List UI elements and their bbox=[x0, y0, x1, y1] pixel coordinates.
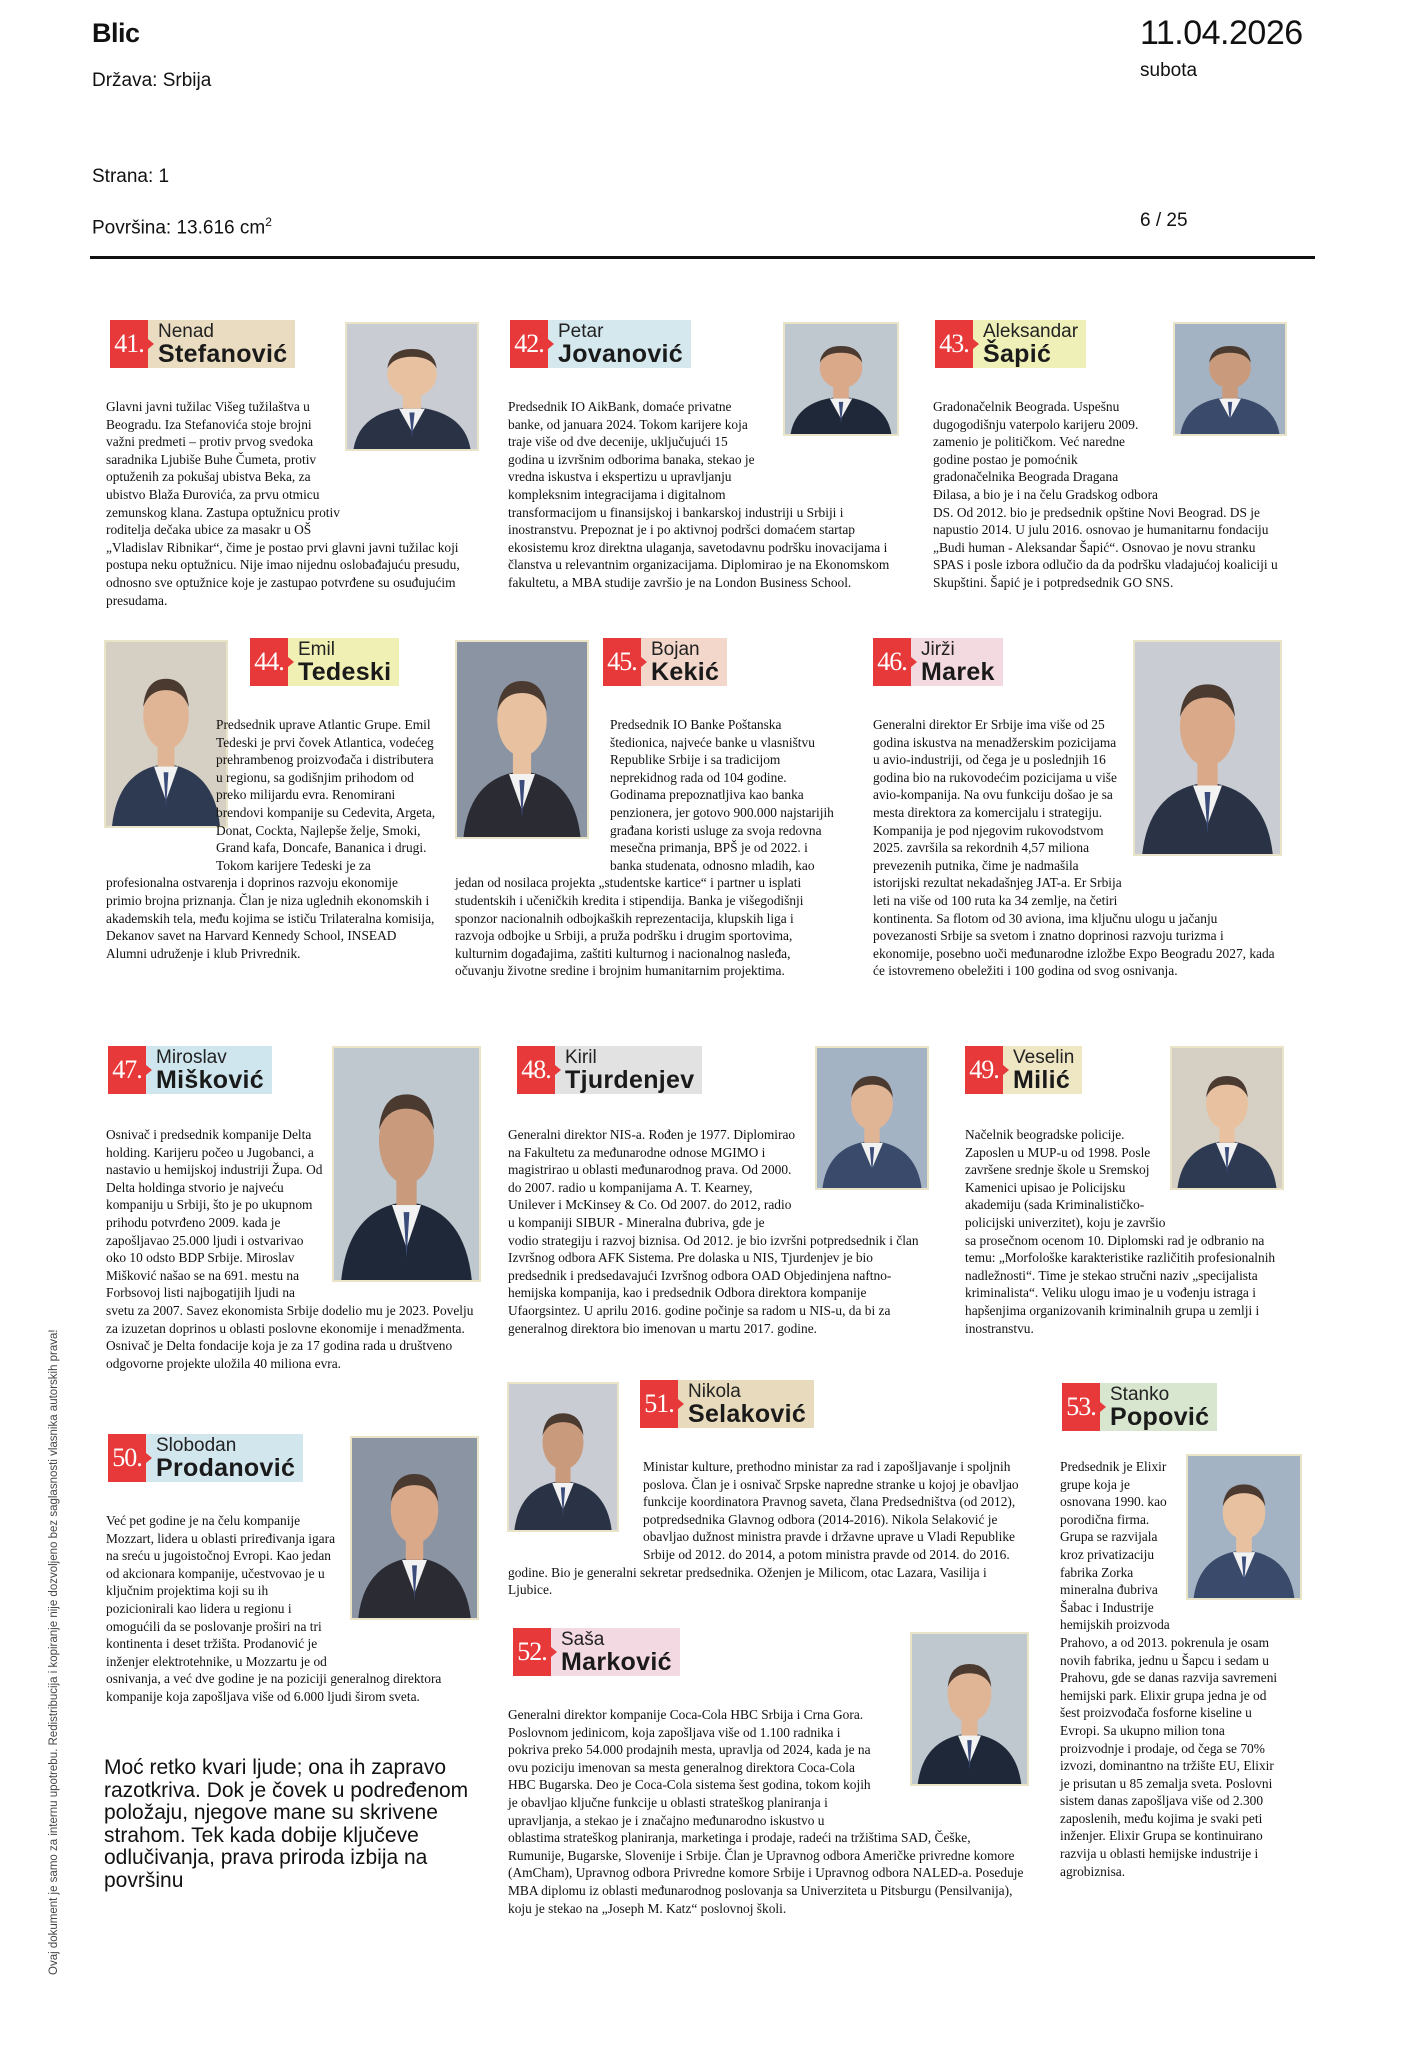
first-name: Miroslav bbox=[156, 1046, 227, 1068]
biography-text: Gradonačelnik Beograda. Uspešnu dugogodišnju vaterpolo karijeru 2009. zamenio je političkom. Već naredne godine postao je pomoćnik gradonačelnika Beograda Dragana Đilasa, a bio je i na čelu Gradskog odbora DS. Od 2012. bio je predsednik opštine Novi Beograd. DS je napustio 2014. U julu 2016. osnovao je humanitarnu fondaciju „Budi human - Aleksandar Šapić“. Osnovao je novu stranku SPAS i posle izbora odlučio da da podršku vladajućoj koaliciji u Skupštini. Šapić je i potpredsednik GO SNS. bbox=[933, 399, 1278, 590]
first-name: Nenad bbox=[158, 320, 214, 342]
wrap-spacer bbox=[106, 716, 216, 857]
last-name: Milić bbox=[1013, 1065, 1071, 1094]
last-name: Marković bbox=[561, 1647, 672, 1676]
area bbox=[92, 215, 272, 239]
first-name: Jirži bbox=[921, 638, 955, 660]
rank-badge: 53. bbox=[1062, 1383, 1100, 1431]
biography-text: Predsednik je Elixir grupe koja je osnovana 1990. kao porodična firma. Grupa se razvijala kroz privatizaciju fabrika Zorka mineralna đubriva Šabac i Industrije hemijskih proizvoda Prahovo, a od 2013. pokrenula je osam novih fabrika, jednu u Šapcu i sedam u Prahovu, gde se danas razvija savremeni hemijski park. Elixir grupa jedna je od šest proizvođača fosforne kiseline u Evropi. Sa ukupno milion tona proizvodnje i prodaje, od čega se 70% izvozi, dominantno na tržište EU, Elixir je prisutan u 85 zemalja sveta. Poslovni sistem danas zapošljava više od 2.300 zaposlenih, među kojima je svaki peti inženjer. Elixir Grupa se kontinuirano razvija u oblasti hemijske industrije i agrobiznisa. bbox=[1060, 1459, 1278, 1879]
pull-quote: Moć retko kvari ljude; ona ih zapravo razotkriva. Dok je čovek u podređenom položaju, njegove mane su skrivene strahom. Tek kada dobije ključeve odlučivanja, prava priroda izbija na površinu bbox=[104, 1756, 469, 1892]
biography bbox=[873, 716, 1283, 980]
person-name bbox=[973, 320, 1086, 368]
wrap-spacer bbox=[878, 1706, 1028, 1812]
wrap-spacer bbox=[1123, 716, 1283, 892]
name-label bbox=[603, 638, 727, 686]
name-label bbox=[935, 320, 1086, 368]
biography bbox=[508, 398, 893, 592]
name-label bbox=[513, 1628, 680, 1676]
person-name bbox=[548, 320, 691, 368]
biography-text: Predsednik IO AikBank, domaće privatne banke, od januara 2024. Tokom karijere koja traje više od dve decenije, uključujući 15 godina u izvršnim odborima banaka, stekao je vredna iskustva i ekspertizu u upravljanju kompleksnim integracijama i digitalnom transformacijom u finansijskoj i bankarskoj industriji u Srbiji i inostranstvu. Prepoznat je i po aktivnoj podršci domaćem startap ekosistemu kroz direktna ulaganja, savetodavnu podršku inovacijama i članstva u relevantnim organizacijama. Diplomirao je na Ekonomskom fakultetu, a MBA studije završio je na London Business School. bbox=[508, 399, 890, 590]
biography bbox=[455, 716, 835, 980]
name-label bbox=[108, 1046, 272, 1094]
rank-badge: 45. bbox=[603, 638, 641, 686]
biography-text: Ministar kulture, prethodno ministar za rad i zapošljavanje i spoljnih poslova. Član je i osnivač Srpske napredne stranke u kojoj je obavljao funkcije koordinatora Pravnog saveta, člana Predsedništva (od 2012), potpredsednika Glavnog odbora (2014-2016). Nikola Selaković je obavljao dužnost ministra pravde i državne uprave u Vladi Republike Srbije od 2012. do 2014, a potom ministra pravde od 2014. do 2016. godine. Bio je generalni sekretar predsednika. Oženjen je Milicom, otac Lazara, Vasilija i Ljubice. bbox=[508, 1459, 1019, 1598]
name-label bbox=[108, 1434, 303, 1482]
name-label bbox=[965, 1046, 1082, 1094]
last-name: Prodanović bbox=[156, 1453, 296, 1482]
rank-badge: 49. bbox=[965, 1046, 1003, 1094]
last-name: Stefanović bbox=[158, 339, 288, 368]
person-name bbox=[911, 638, 1003, 686]
person-name bbox=[555, 1046, 702, 1094]
area-label: Površina: 13.616 cm bbox=[92, 217, 266, 239]
biography bbox=[1060, 1458, 1285, 1880]
biography-text: Generalni direktor kompanije Coca-Cola HBC Srbija i Crna Gora. Poslovnom jedinicom, koja zapošljava više od 1.100 radnika i pokriva preko 54.000 prodajnih mesta, upravlja od 2024, kada je na ovu poziciju imenovan sa mesta generalnog direktora Coca-Cola HBC Bugarska. Deo je Coca-Cola sistema šest godina, tokom kojih je obavljao ključne funkcije u oblasti strateškog planiranja i upravljanja, a stekao je i značajno međunarodno iskustvo u oblastima strateškog planiranja, marketinga i prodaje, radeći na tržištima SAD, Češke, Rumunije, Bugarske, Slovenije i Srbije. Član je Upravnog odbora Američke privredne komore (AmCham), Upravnog odbora Privredne komore Srbije i Upravnog odbora NALED-a. Poseduje MBA diplomu iz oblasti međunarodnog poslovanja sa Univerziteta u Pitsburgu (Pensilvanija), koju je stekao na „Joseph M. Katz“ poslovnoj školi. bbox=[508, 1707, 1024, 1916]
last-name: Tedeski bbox=[298, 657, 392, 686]
biography-text: Već pet godine je na čelu kompanije Mozzart, lidera u oblasti priređivanja igara na sreću u jugoistočnoj Evropi. Kao jedan od akcionara kompanije, učestvovao je u ključnim projektima koji su ih pozicionirali kao lidera u regionu i omogućili da se poslovanje proširi na tri kontinenta i deset tržišta. Prodanović je inženjer elektrotehnike, u Mozzartu je od osnivanja, a već dve godine je na poziciji generalnog direktora kompanije koja zapošljava više od 6.000 ljudi širom sveta. bbox=[106, 1513, 442, 1704]
last-name: Tjurdenjev bbox=[565, 1065, 695, 1094]
weekday: subota bbox=[1140, 60, 1198, 81]
wrap-spacer bbox=[1170, 1458, 1285, 1616]
biography bbox=[508, 1458, 1033, 1599]
rank-badge: 44. bbox=[250, 638, 288, 686]
first-name: Aleksandar bbox=[983, 320, 1079, 342]
first-name: Petar bbox=[558, 320, 604, 342]
wrap-spacer bbox=[763, 398, 893, 486]
first-name: Emil bbox=[298, 638, 335, 660]
last-name: Selaković bbox=[688, 1399, 807, 1428]
person-name bbox=[288, 638, 399, 686]
wrap-spacer bbox=[1175, 1126, 1295, 1214]
last-name: Mišković bbox=[156, 1065, 265, 1094]
rank-badge: 48. bbox=[517, 1046, 555, 1094]
biography-text: Predsednik IO Banke Poštanska štedionica, najveće banke u vlasništvu Republike Srbije i sa tradicijom neprekidnog rada od 104 godine. Godinama prepoznatljiva kao banka penzionera, jer gotovo 900.000 najstarijih građana koristi usluge za svoja redovna mesečna primanja, BPŠ je od 2022. i banka studenata, odnosno mladih, kao jedan od nosilaca projekta „studentske kartice“ i partner u isplati studentskih i učeničkih kredita i stipendija. Banka je višegodišnji sponzor nacionalnih odbojkaških reprezentacija, klupskih liga i razvoja odbojke u Srbiji, a pruža podršku i drugim sportovima, kulturnim događajima, zaštiti kulturnog i nacionalnog nasleđa, očuvanju životne sredine i brojnim humanitarnim projektima. bbox=[455, 717, 834, 979]
last-name: Šapić bbox=[983, 339, 1052, 368]
person-name bbox=[148, 320, 295, 368]
publication-name: Blic bbox=[92, 18, 140, 48]
first-name: Nikola bbox=[688, 1380, 741, 1402]
biography-text: Generalni direktor NIS-a. Rođen je 1977. Diplomirao na Fakultetu za međunarodne odnose MGIMO i magistrirao u oblasti međunarodnog prava. Od 2000. do 2007. radio u kompanijama A. T. Kearney, Unilever i McKinsey & Co. Od 2007. do 2012, radio u kompaniji SIBUR - Mineralna đubriva, gde je vodio strategiju i razvoj biznisa. Od 2012. je bio izvršni potpredsednik i član Izvršnog odbora AFK Sistema. Pre dolaska u NIS, Tjurdenjev je bio predsednik i predsedavajući Izvršnog odbora OAD Objedinjena naftno-hemijska kompanija, kao i predsednik Odbora direktora kompanije Ufaorgsintez. U aprilu 2016. godine počinje sa radom u NIS-u, da bi za generalnog direktora bio imenovan u martu 2017. godine. bbox=[508, 1127, 919, 1336]
header-divider bbox=[90, 256, 1315, 259]
rank-badge: 42. bbox=[510, 320, 548, 368]
name-label bbox=[640, 1380, 814, 1428]
name-label bbox=[1062, 1383, 1217, 1431]
rank-badge: 46. bbox=[873, 638, 911, 686]
wrap-spacer bbox=[798, 1126, 928, 1214]
name-label bbox=[250, 638, 399, 686]
person-name bbox=[1100, 1383, 1217, 1431]
first-name: Saša bbox=[561, 1628, 605, 1650]
name-label bbox=[873, 638, 1003, 686]
biography bbox=[106, 398, 466, 609]
biography bbox=[106, 1512, 471, 1706]
wrap-spacer bbox=[336, 1512, 471, 1653]
rank-badge: 50. bbox=[108, 1434, 146, 1482]
person-name bbox=[146, 1434, 303, 1482]
first-name: Veselin bbox=[1013, 1046, 1075, 1068]
first-name: Bojan bbox=[651, 638, 700, 660]
page-number: Strana: 1 bbox=[92, 166, 170, 187]
name-label bbox=[517, 1046, 702, 1094]
first-name: Slobodan bbox=[156, 1434, 237, 1456]
biography-text: Glavni javni tužilac Višeg tužilaštva u Beogradu. Iza Stefanovića stoje brojni važni predmeti – protiv prvog svedoka saradnika Ljubiše Buhe Čumeta, protiv optuženih za pokušaj ubistva Beka, za ubistvo Blaža Đurovića, za prvu otmicu zemunskog klana. Zastupa optužnicu protiv roditelja dečaka ubice za masakr u OŠ „Vladislav Ribnikar“, čime je postao prvi glavni javni tužilac koji postupa neku optužnicu. Nije imao nijednu oslobađajuću presudu, odnosno sve optužnice koje je zastupao potvrđene su osuđujućim presudama. bbox=[106, 399, 460, 608]
person-name bbox=[551, 1628, 680, 1676]
name-label bbox=[110, 320, 295, 368]
biography bbox=[106, 716, 436, 962]
rank-badge: 41. bbox=[110, 320, 148, 368]
wrap-spacer bbox=[455, 716, 610, 857]
person-name bbox=[678, 1380, 814, 1428]
rank-badge: 47. bbox=[108, 1046, 146, 1094]
person-name bbox=[1003, 1046, 1082, 1094]
last-name: Kekić bbox=[651, 657, 720, 686]
last-name: Marek bbox=[921, 657, 995, 686]
biography-text: Načelnik beogradske policije. Zaposlen u MUP-u od 1998. Posle završene srednje škole u Sremskoj Kamenici upisao je Policijsku akademiju (sada Kriminalističko-policijski univerzitet), koju je završio sa prosečnom ocenom 10. Diplomski rad je odbranio na temu: „Morfološke karakteristike različitih profesionalnih nadležnosti“. Time je stekao stručni naziv „specijalista kriminalista“. Veliku ulogu imao je u vođenju istraga i hapšenjima organizovanih kriminalnih grupa u zemlji i inostranstvu. bbox=[965, 1127, 1276, 1336]
rank-badge: 43. bbox=[935, 320, 973, 368]
area-unit-exponent: 2 bbox=[265, 215, 272, 229]
last-name: Jovanović bbox=[558, 339, 683, 368]
biography-text: Osnivač i predsednik kompanije Delta holding. Karijeru počeo u Jugobanci, a nastavio u hemijskoj industriji Župa. Od Delta holdinga stvorio je najveću kompaniju u Srbiji, što je po ukupnom prihodu potvrđeno 2009. kada je zapošljavao 25.000 ljudi i ostvarivao oko 10 odsto BDP Srbije. Miroslav Mišković našao se na 691. mestu na Forbsovoj listi najbogatijih ljudi na svetu za 2007. Savez ekonomista Srbije dodelio mu je 2023. Povelju za izuzetan doprinos u oblasti poslovne ekonomije i menadžmenta. Osnivač je Delta fondacije koja je za 17 godina rada u društveno odgovorne projekte uložila 40 miliona evra. bbox=[106, 1127, 474, 1371]
person-name bbox=[146, 1046, 272, 1094]
page-count: 6 / 25 bbox=[1140, 210, 1188, 231]
wrap-spacer bbox=[508, 1458, 643, 1546]
date: 11.04.2026 bbox=[1140, 14, 1303, 52]
first-name: Kiril bbox=[565, 1046, 597, 1068]
biography bbox=[965, 1126, 1295, 1337]
country: Država: Srbija bbox=[92, 70, 212, 91]
copyright-note: Ovaj dokument je samo za internu upotrebu. Redistribucija i kopiranje nije dozvoljeno bez saglasnosti vlasnika autorskih prava! bbox=[48, 1329, 60, 1975]
last-name: Popović bbox=[1110, 1402, 1210, 1431]
first-name: Stanko bbox=[1110, 1383, 1170, 1405]
wrap-spacer bbox=[341, 398, 466, 521]
wrap-spacer bbox=[1158, 398, 1288, 486]
biography-text: Predsednik uprave Atlantic Grupe. Emil Tedeski je prvi čovek Atlantica, vodećeg prehrambenog proizvođača i distributera u regionu, sa godišnjim prihodom od preko milijardu evra. Renomirani brendovi kompanije su Cedevita, Argeta, Donat, Cockta, Najlepše želje, Smoki, Grand kafa, Doncafe, Bananica i drugi. Tokom karijere Tedeski je za profesionalna ostvarenja i doprinos razvoju ekonomije primio brojna priznanja. Član je niza uglednih ekonomskih i akademskih tela, među kojima se ističu Trilateralna komisija, Dekanov savet na Harvard Kennedy School, INSEAD Alumni udruženje i klub Privrednik. bbox=[106, 717, 436, 961]
wrap-spacer bbox=[326, 1126, 486, 1284]
name-label bbox=[510, 320, 691, 368]
biography bbox=[106, 1126, 486, 1372]
biography bbox=[933, 398, 1288, 592]
rank-badge: 52. bbox=[513, 1628, 551, 1676]
person-name bbox=[641, 638, 727, 686]
biography bbox=[508, 1706, 1028, 1917]
rank-badge: 51. bbox=[640, 1380, 678, 1428]
biography-text: Generalni direktor Er Srbije ima više od 25 godina iskustva na menadžerskim pozicijama u avio-industriji, od čega je u poslednjih 16 godina bio na rukovodećim pozicijama u više avio-kompanija. Na ovu funkciju došao je sa mesta direktora za komercijalu i strategiju. Kompanija je pod njegovim rukovodstvom 2025. završila sa rekordnih 4,57 miliona prevezenih putnika, čime je nadmašila istorijski rezultat nekadašnjeg JAT-a. Er Srbija leti na više od 100 ruta ka 34 zemlje, na četiri kontinenta. Sa flotom od 30 aviona, ima ključnu ulogu u jačanju povezanosti Srbije sa svetom i znatno doprinosi razvoju turizma i ekonomije, posebno uoči međunarodne izložbe Expo Beogradu 2027, kada će istovremeno obeležiti i 100 godina od svog osnivanja. bbox=[873, 717, 1275, 979]
biography bbox=[508, 1126, 928, 1337]
